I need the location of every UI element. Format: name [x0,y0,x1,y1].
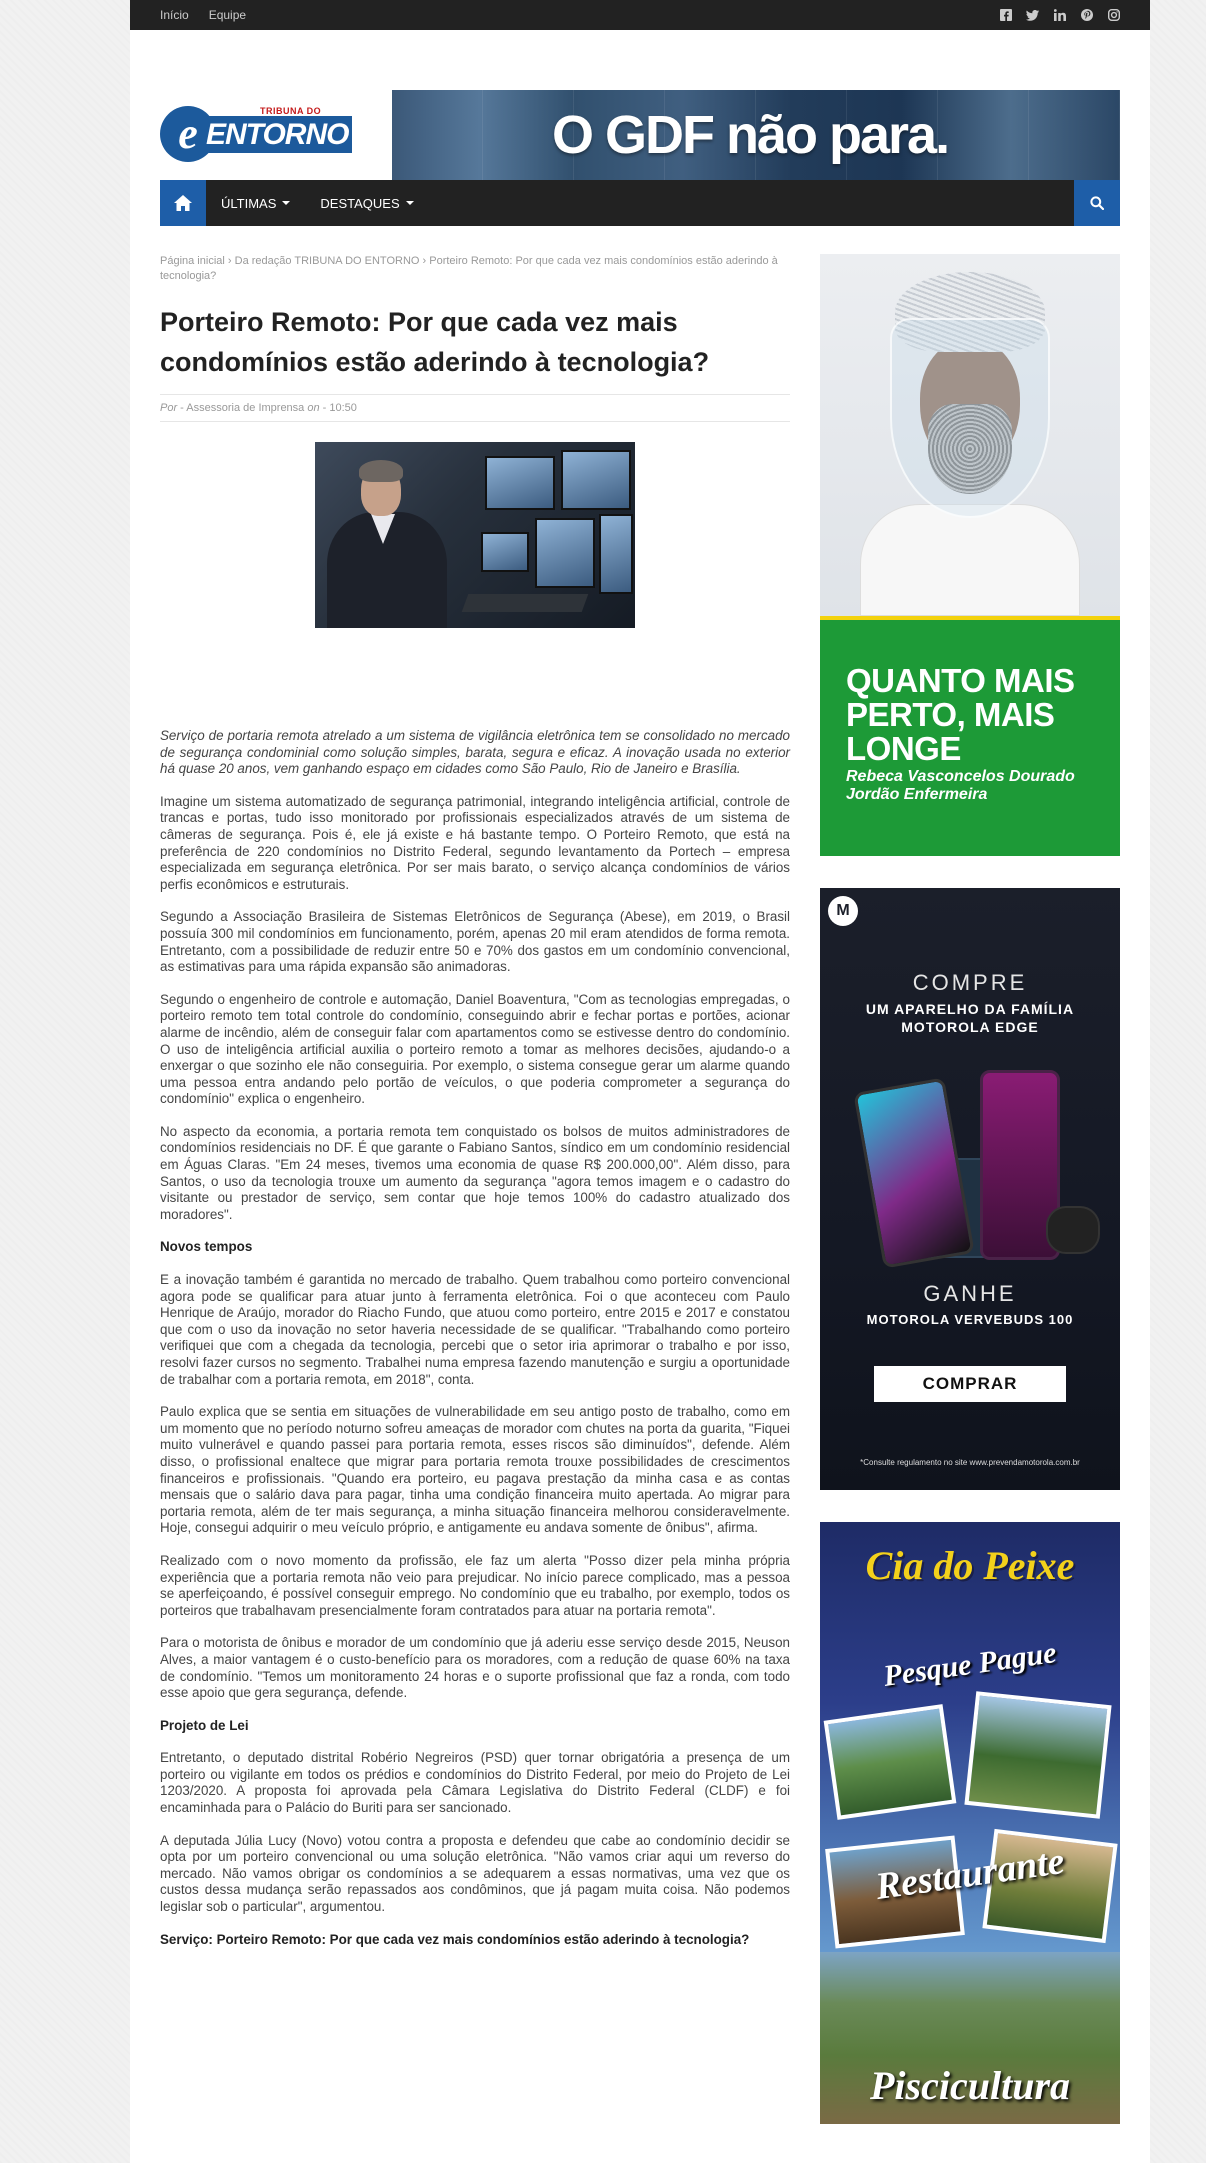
main-nav [160,180,1120,226]
ad-photo-tile [964,1691,1111,1819]
monitor [561,450,631,510]
article-body [160,728,790,1948]
monitor [535,518,595,588]
top-banner-ad[interactable] [392,90,1120,180]
ad-photo [820,254,1120,616]
monitor [481,532,529,572]
facebook-icon[interactable] [999,9,1012,22]
person-hair [359,460,403,482]
caret-down-icon [282,201,290,205]
banner-tile [392,90,483,180]
article-featured-image [315,442,635,628]
ad-prize: MOTOROLA VERVEBUDS 100 [866,1312,1074,1327]
breadcrumb-separator: › [227,255,235,267]
caret-down-icon [406,201,414,205]
article-paragraph: Realizado com o novo momento da profissão, ele faz um alerta "Posso dizer pela minha própria experiência que a portaria remota não veio para prejudicar. No início parece complicado, mas a pessoa se aperfeiçoando, é possível conseguir emprego. No condomínio que eu trabalho, por exemplo, todos os porteiros que trabalhavam presencialmente foram contratados para atuar na portaria remota". [160,1552,790,1618]
pinterest-icon[interactable] [1080,9,1093,22]
sidebar-ad-motorola[interactable] [820,888,1120,1490]
article-paragraph: Paulo explica que se sentia em situações de vulnerabilidade em seu antigo posto de trabalho, como em um momento que no período noturno sofreu ameaças de morador com chutes na porta da guarita, "Fiquei muito vulnerável e quando passei para portaria remota, esses riscos são diminuídos", defende. Além disso, o profissional enaltece que migrar para portaria remota trouxe possibilidades de crescimentos financeiros e profissionais. "Quando era porteiro, eu pagava prestação da minha casa e as contas mensais que o salário dava para pagar, tinha uma condição financeira muito apertada. Ao migrar para portaria remota, além de ter mais segurança, a minha situação financeira melhorou consideravelmente. Hoje, consegui adquirir o meu veículo próprio, e antigamente eu andava somente de ônibus", afirma. [160,1404,790,1536]
banner-tile [938,90,1029,180]
comprar-button[interactable]: COMPRAR [874,1366,1066,1402]
site-header [130,30,1150,180]
breadcrumb-current: Porteiro Remoto: Por que cada vez mais condomínios estão aderindo à tecnologia? [160,255,778,282]
article-paragraph: Entretanto, o deputado distrital Robério Negreiros (PSD) quer tornar obrigatória a presença de um porteiro ou vigilante em todos os prédios e condomínios do Distrito Federal, por meio do Projeto de Lei 1203/2020. A proposta foi aprovada pela Câmara Legislativa do Distrito Federal (CLDF) e foi encaminhada para o Palácio do Buriti para ser sancionado. [160,1750,790,1816]
article-paragraph: No aspecto da economia, a portaria remota tem conquistado os bolsos de muitos administradores de condomínios residenciais no DF. É que garante o Fabiano Santos, síndico em um condomínio residencial em Águas Claras. "Em 24 meses, tivemos uma economia de quase R$ 200.000,00". Além disso, para Santos, o uso da tecnologia trouxe um aumento da segurança "agora temos imagem e o cadastro do visitante ou prestador de serviço, sem contar que hoje temos 100% do cadastro atualizado dos moradores". [160,1123,790,1222]
nav-item-destaques[interactable] [305,180,428,226]
logo-tribuna: TRIBUNA DO [260,106,322,116]
breadcrumb-separator: › [422,255,430,267]
banner-headline: O GDF não para. [552,105,949,165]
motorola-logo: M [828,896,858,926]
article-title: Porteiro Remoto: Por que cada vez mais condomínios estão aderindo à tecnologia? [160,307,710,377]
ad-face-shield [890,318,1050,518]
site-logo[interactable] [160,106,380,162]
breadcrumb-category[interactable]: Da redação TRIBUNA DO ENTORNO [234,255,420,267]
article-paragraph: Para o motorista de ônibus e morador de um condomínio que já aderiu esse serviço desde 2015, Neuson Alves, a maior vantagem é o custo-benefício para os moradores, com a redução de quase 60% na taxa de condomínio. "Temos um monitoramento 24 horas e o suporte profissional que faz a ronda, com todo esse apoio que gera segurança, defende. [160,1635,790,1701]
breadcrumb [160,254,790,284]
twitter-icon[interactable] [1026,9,1039,22]
article-meta: Por - Assessoria de Imprensa on - 10:50 [160,394,790,422]
article-column [160,254,790,1964]
sidebar-ad-cia-do-peixe[interactable] [820,1522,1120,2124]
ad-caption: Rebeca Vasconcelos Dourado Jordão Enfermeira [846,768,1075,803]
instagram-icon[interactable] [1107,9,1120,22]
article-subheading: Projeto de Lei [160,1717,249,1733]
sidebar [820,254,1120,2124]
meta-on: on [307,402,320,414]
top-link-equipe[interactable]: Equipe [208,8,247,22]
keyboard [462,594,589,612]
nav-item-label: ÚLTIMAS [221,195,277,211]
article-paragraph: Imagine um sistema automatizado de segurança patrimonial, integrando inteligência artificial, controle de trancas e portas, tudo isso monitorado por profissionais especializados através de um sistema de câmeras de segurança. Pois é, ele já existe e há bastante tempo. O Porteiro Remoto, que está na preferência de 220 condomínios no Distrito Federal, segundo levantamento da Portech – empresa especializada em segurança eletrônica. Por ser mais barato, o serviço alcança condomínios de vários perfis econômicos e estruturais. [160,793,790,892]
page-container [130,0,1150,2163]
logo-entorno: ENTORNO [202,116,352,153]
breadcrumb-home[interactable]: Página inicial [160,255,225,267]
phone-image [853,1077,975,1268]
ad-green-panel [820,616,1120,856]
logo-e: e [160,106,216,162]
article-subheading: Serviço: Porteiro Remoto: Por que cada vez mais condomínios estão aderindo à tecnologia? [160,1931,750,1947]
ad-headline: QUANTO MAIS PERTO, MAIS LONGE [846,662,1075,767]
ad-compre: COMPRE [912,970,1028,995]
article-author[interactable]: Assessoria de Imprensa [186,402,305,414]
ad-subtitle: UM APARELHO DA FAMÍLIA MOTOROLA EDGE [865,1001,1075,1035]
ad-ganhe: GANHE [923,1281,1017,1306]
ad-piscicultura: Piscicultura [869,2063,1071,2108]
nav-item-ultimas[interactable] [206,180,305,226]
meta-por: Por [160,402,178,414]
ad-brand: Cia do Peixe [865,1543,1075,1588]
search-icon [1090,196,1104,210]
ad-pesque-pague: Pesque Pague [881,1636,1059,1693]
home-button[interactable] [160,180,206,226]
article-lead: Serviço de portaria remota atrelado a um sistema de vigilância eletrônica tem se consolidado no mercado de segurança condominial como solução simples, barata, segura e eficaz. A inovação usada no exterior há quase 20 anos, vem ganhando espaço em cidades como São Paulo, Rio de Janeiro e Brasília. [160,728,790,777]
top-links [160,8,246,22]
earbuds-image [1046,1206,1100,1254]
ad-photo-tile [824,1704,957,1820]
linkedin-icon[interactable] [1053,9,1066,22]
top-bar [130,0,1150,30]
banner-tile [1029,90,1120,180]
sidebar-ad-nurse[interactable] [820,254,1120,856]
article-paragraph: E a inovação também é garantida no mercado de trabalho. Quem trabalhou como porteiro convencional agora pode se qualificar para atuar junto à ferramenta eletrônica. Foi o que aconteceu com Paulo Henrique de Araújo, morador do Riacho Fundo, que atuou como porteiro, entre 2015 e 2017 e constatou que com o uso da inovação no setor haveria necessidade de se qualificar. "Trabalhando como porteiro verifiquei que com a chegada da tecnologia, percebi que o setor iria aprimorar o trabalho e por isso, resolvi fazer cursos no segmento. Trabalhei numa empresa fazendo manutenção e surgiu a oportunidade de trabalhar com a portaria remota, em 2018", conta. [160,1272,790,1387]
search-button[interactable] [1074,180,1120,226]
home-icon [174,195,192,211]
article-paragraph: Segundo a Associação Brasileira de Sistemas Eletrônicos de Segurança (Abese), em 2019, o Brasil possuía 300 mil condomínios em funcionamento, porém, apenas 20 mil eram atendidos de forma remota. Entretanto, com a possibilidade de reduzir entre 50 e 70% dos gastos em um condomínio convencional, as estimativas para uma rápida expansão são animadoras. [160,909,790,975]
top-link-inicio[interactable]: Início [160,8,189,22]
article-time: 10:50 [329,402,357,414]
monitor [485,456,555,510]
article-subheading: Novos tempos [160,1239,253,1255]
social-links [999,9,1120,22]
ad-coat [860,504,1080,616]
nav-item-label: DESTAQUES [320,195,400,211]
article-paragraph: A deputada Júlia Lucy (Novo) votou contra a proposta e defendeu que cabe ao condomínio decidir se opta por um porteiro convencional ou uma solução eletrônica. "Não vamos criar aqui um reverso do mercado. Não vamos obrigar os condomínios a se adequarem a essas normativas, uma vez que os custos dessa mudança serão repassados aos condôminos, que já pagam muita coisa. Não podemos legislar sob o particular", argumentou. [160,1832,790,1915]
article-paragraph: Segundo o engenheiro de controle e automação, Daniel Boaventura, "Com as tecnologias empregadas, o porteiro remoto tem total controle do condomínio, conseguindo abrir e fechar portas e portões, acionar alarme de incêndio, além de conseguir falar com apartamentos como se estivesse dentro do condomínio. O uso de inteligência artificial auxilia o porteiro remoto a tomar as melhores decisões, ajudando-o a enxergar o que sozinho ele não conseguiria. Por exemplo, o sistema consegue gerar um alarme quando uma pessoa entra andando pelo portão de veículos, o que poderia comprometer a segurança do condomínio" explica o engenheiro. [160,991,790,1107]
ad-restaurante: Restaurante [872,1839,1068,1909]
ad-legal: *Consulte regulamento no site www.prevendamotorola.com.br [860,1458,1080,1467]
monitor [599,514,633,594]
